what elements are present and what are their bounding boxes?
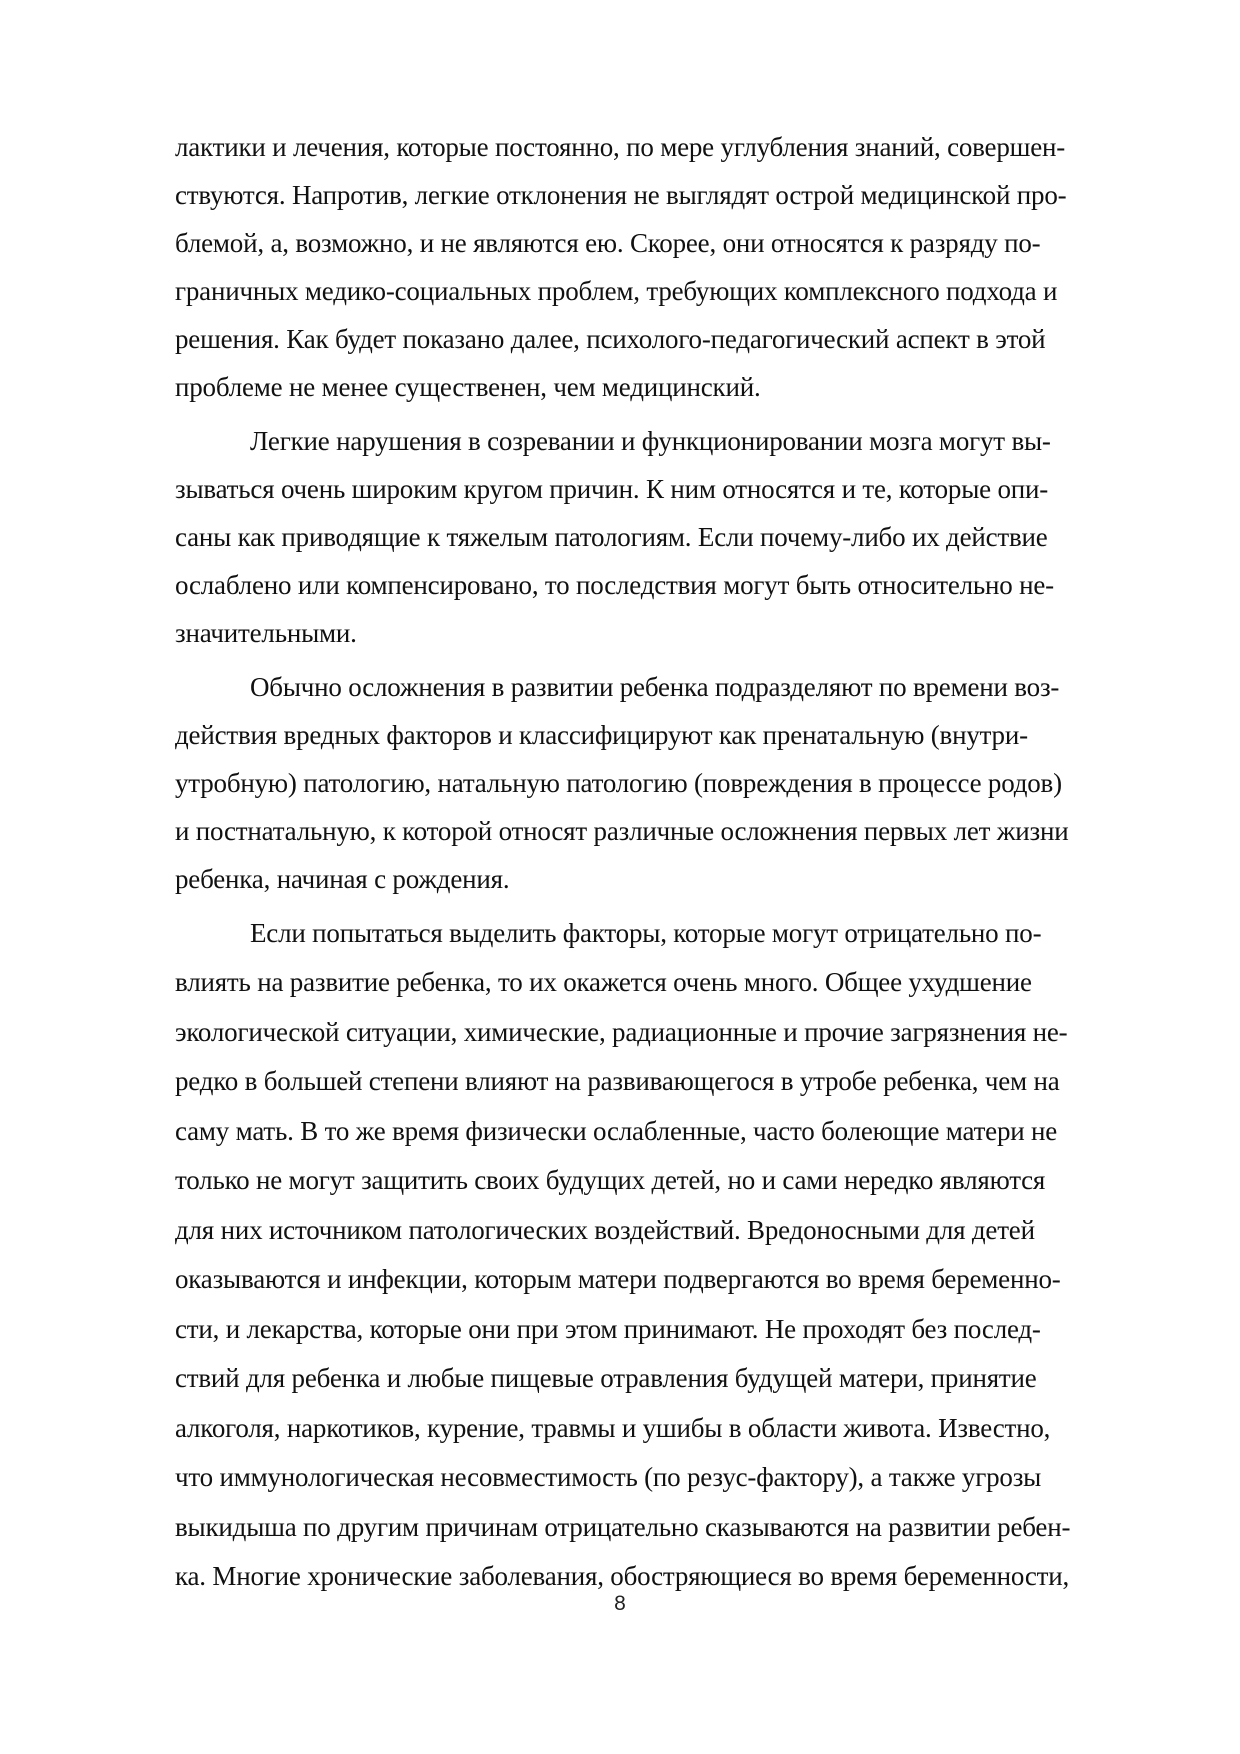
text-line: выкидыша по другим причинам отрицательно сказываются на развитии ребен- [175, 1512, 1071, 1542]
text-line: лактики и лечения, которые постоянно, по мере углубления знаний, совершен- [175, 132, 1066, 162]
text-line: граничных медико-социальных проблем, требующих комплексного подхода и [175, 276, 1058, 306]
text-line: сти, и лекарства, которые они при этом принимают. Не проходят без послед- [175, 1314, 1041, 1344]
text-line: алкоголя, наркотиков, курение, травмы и ушибы в области живота. Известно, [175, 1413, 1051, 1443]
text-line: что иммунологическая несовместимость (по резус-фактору), а также угрозы [175, 1462, 1042, 1492]
text-line: и постнатальную, к которой относят различные осложнения первых лет жизни [175, 816, 1069, 846]
text-line: редко в большей степени влияют на развивающегося в утробе ребенка, чем на [175, 1066, 1060, 1096]
text-line: значительными. [175, 618, 357, 648]
text-line: ствуются. Напротив, легкие отклонения не выглядят острой медицинской про- [175, 180, 1067, 210]
text-line: влиять на развитие ребенка, то их окажется очень много. Общее ухудшение [175, 967, 1032, 997]
text-line: только не могут защитить своих будущих детей, но и сами нередко являются [175, 1165, 1046, 1195]
text-line: оказываются и инфекции, которым матери подвергаются во время беременно- [175, 1264, 1061, 1294]
paragraph-first-line: Легкие нарушения в созревании и функционировании мозга могут вы- [250, 426, 1051, 456]
text-line: саны как приводящие к тяжелым патологиям. Если почему-либо их действие [175, 522, 1048, 552]
page-number: 8 [614, 1592, 626, 1615]
text-line: ребенка, начиная с рождения. [175, 864, 510, 894]
text-line: блемой, а, возможно, и не являются ею. Скорее, они относятся к разряду по- [175, 228, 1041, 258]
text-line: ствий для ребенка и любые пищевые отравления будущей матери, принятие [175, 1363, 1037, 1393]
text-line: проблеме не менее существенен, чем медицинский. [175, 372, 761, 402]
text-line: действия вредных факторов и классифицируют как пренатальную (внутри- [175, 720, 1028, 750]
text-line: для них источником патологических воздействий. Вредоносными для детей [175, 1215, 1035, 1245]
text-line: утробную) патологию, натальную патологию (повреждения в процессе родов) [175, 768, 1062, 798]
text-line: саму мать. В то же время физически ослабленные, часто болеющие матери не [175, 1116, 1058, 1146]
text-line: зываться очень широким кругом причин. К ним относятся и те, которые опи- [175, 474, 1049, 504]
text-line: ослаблено или компенсировано, то последствия могут быть относительно не- [175, 570, 1054, 600]
paragraph-first-line: Обычно осложнения в развитии ребенка подразделяют по времени воз- [250, 672, 1060, 702]
text-line: ка. Многие хронические заболевания, обостряющиеся во время беременности, [175, 1561, 1070, 1591]
text-line: решения. Как будет показано далее, психолого-педагогический аспект в этой [175, 324, 1046, 354]
text-line: экологической ситуации, химические, радиационные и прочие загрязнения не- [175, 1017, 1068, 1047]
paragraph-first-line: Если попытаться выделить факторы, которые могут отрицательно по- [250, 918, 1042, 948]
